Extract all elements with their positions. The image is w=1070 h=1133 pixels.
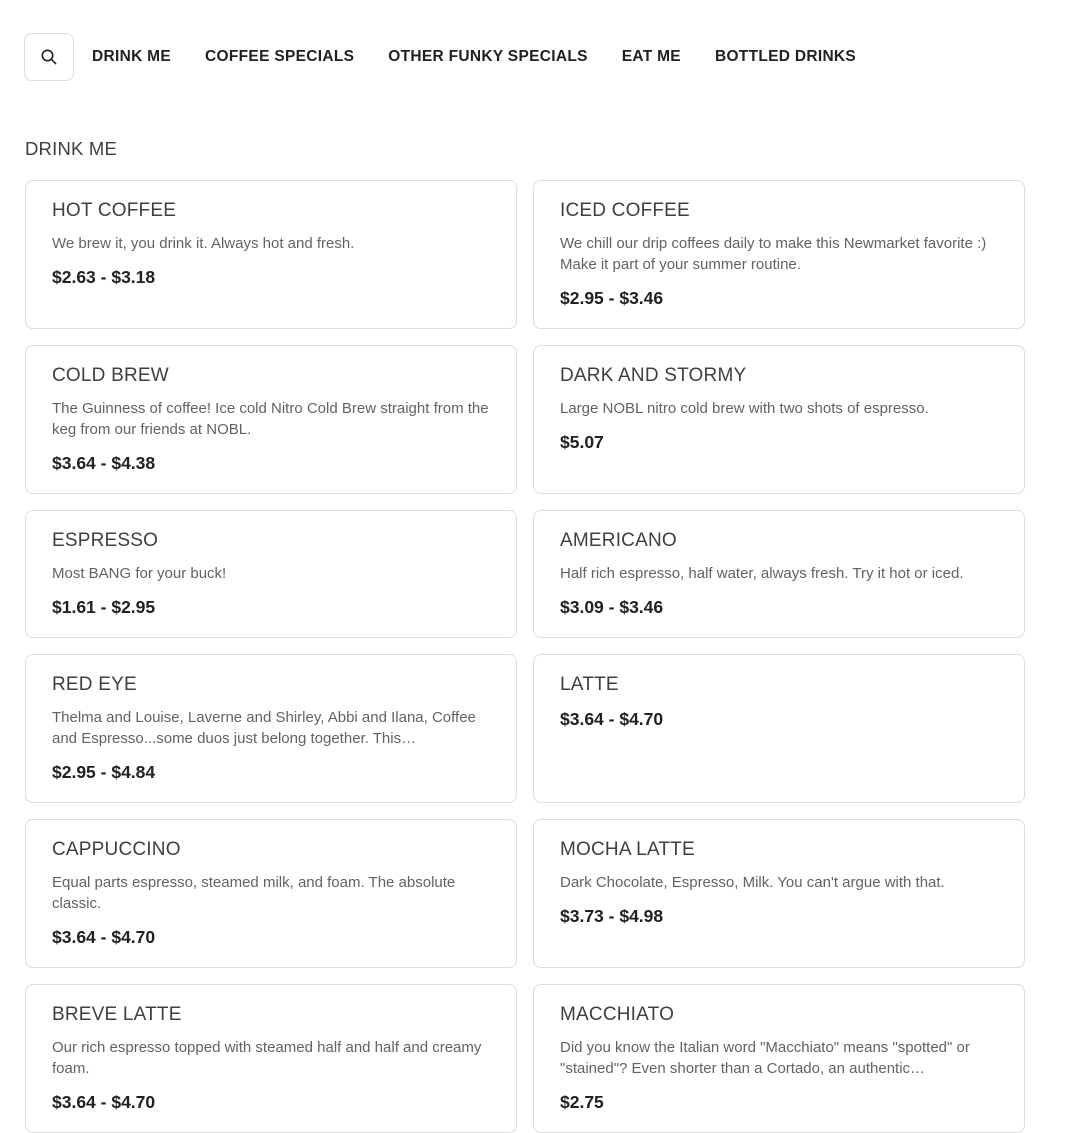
menu-item-name: RED EYE [52, 674, 137, 695]
menu-item-price: $3.64 - $4.70 [52, 1092, 156, 1112]
category-tabs [92, 42, 856, 72]
menu-item-card[interactable] [533, 510, 1025, 638]
menu-item-name: COLD BREW [52, 365, 169, 386]
menu-item-card[interactable] [533, 654, 1025, 803]
menu-item-description: Thelma and Louise, Laverne and Shirley, Abbi and Ilana, Coffee and Espresso...some duos just belong together. This… [52, 709, 476, 747]
menu-item-card[interactable] [25, 984, 517, 1133]
menu-item-name: CAPPUCCINO [52, 839, 181, 860]
menu-item-card[interactable] [25, 819, 517, 968]
menu-item-price: $2.95 - $4.84 [52, 762, 156, 782]
menu-item-description: We chill our drip coffees daily to make this Newmarket favorite :) Make it part of your summer routine. [560, 235, 987, 273]
section-title: DRINK ME [25, 138, 118, 159]
menu-item-description: Large NOBL nitro cold brew with two shots of espresso. [560, 400, 929, 417]
menu-item-price: $3.09 - $3.46 [560, 597, 664, 617]
menu-item-price: $3.64 - $4.70 [560, 709, 664, 729]
menu-item-price: $5.07 [560, 432, 604, 452]
menu-item-card[interactable] [533, 180, 1025, 329]
menu-item-card[interactable] [25, 510, 517, 638]
menu-item-name: ICED COFFEE [560, 200, 690, 221]
menu-item-price: $3.73 - $4.98 [560, 906, 664, 926]
menu-item-price: $2.63 - $3.18 [52, 267, 156, 287]
menu-item-card[interactable] [533, 345, 1025, 494]
menu-item-name: AMERICANO [560, 530, 677, 551]
category-tab-drink-me[interactable]: DRINK ME [92, 48, 172, 65]
search-icon [40, 48, 58, 66]
menu-item-price: $2.95 - $3.46 [560, 288, 664, 308]
menu-item-price: $3.64 - $4.70 [52, 927, 156, 947]
menu-item-name: BREVE LATTE [52, 1004, 182, 1025]
menu-item-description: Equal parts espresso, steamed milk, and foam. The absolute classic. [52, 874, 456, 912]
menu-item-name: HOT COFFEE [52, 200, 177, 221]
category-tab-bottled-drinks[interactable]: BOTTLED DRINKS [714, 48, 857, 65]
menu-item-price: $1.61 - $2.95 [52, 597, 156, 617]
top-navigation [0, 0, 1070, 81]
menu-item-price: $3.64 - $4.38 [52, 453, 156, 473]
menu-item-name: DARK AND STORMY [560, 365, 747, 386]
menu-item-description: Did you know the Italian word "Macchiato" means "spotted" or "stained"? Even shorter than a Cortado, an authentic… [560, 1039, 970, 1077]
menu-item-card[interactable] [25, 345, 517, 494]
menu-item-price: $2.75 [560, 1092, 604, 1112]
menu-items-grid [25, 180, 1025, 1133]
menu-item-name: LATTE [560, 674, 619, 695]
category-tab-eat-me[interactable]: EAT ME [621, 48, 681, 65]
menu-item-description: Most BANG for your buck! [52, 565, 227, 582]
category-tab-other-funky-specials[interactable]: OTHER FUNKY SPECIALS [388, 48, 588, 65]
menu-item-description: The Guinness of coffee! Ice cold Nitro Cold Brew straight from the keg from our friends at NOBL. [52, 400, 489, 438]
menu-item-description: We brew it, you drink it. Always hot and fresh. [52, 235, 355, 252]
menu-item-description: Half rich espresso, half water, always fresh. Try it hot or iced. [560, 565, 964, 582]
category-tab-coffee-specials[interactable]: COFFEE SPECIALS [205, 48, 355, 65]
menu-item-card[interactable] [25, 654, 517, 803]
menu-item-name: MACCHIATO [560, 1004, 675, 1025]
menu-item-card[interactable] [533, 984, 1025, 1133]
menu-item-description: Our rich espresso topped with steamed half and half and creamy foam. [52, 1039, 482, 1077]
menu-item-name: MOCHA LATTE [560, 839, 695, 860]
menu-item-card[interactable] [25, 180, 517, 329]
menu-item-name: ESPRESSO [52, 530, 159, 551]
menu-item-description: Dark Chocolate, Espresso, Milk. You can't argue with that. [560, 874, 945, 891]
search-button[interactable] [24, 33, 74, 81]
menu-item-card[interactable] [533, 819, 1025, 968]
